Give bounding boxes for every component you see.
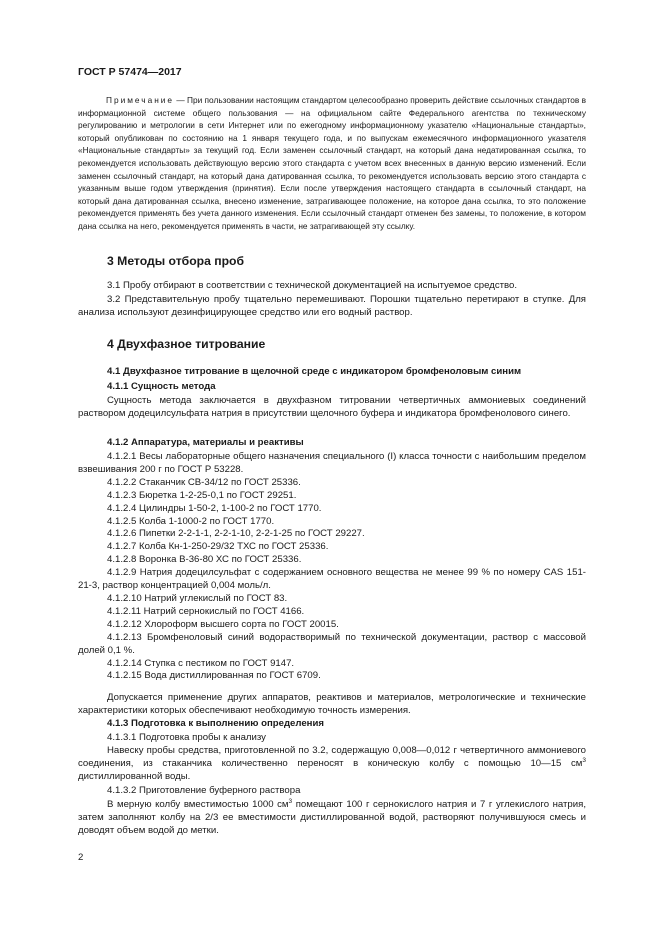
- standard-code: ГОСТ Р 57474—2017: [78, 66, 182, 78]
- allowance-text: Допускается применение других аппаратов, реактивов и материалов, метрологические и технические характеристики которых обеспечивают необходимую точность измерения.: [78, 692, 586, 716]
- note-text: — При пользовании настоящим стандартом целесообразно проверить действие ссылочных стандартов в информационной системе общего пользования — на официальном сайте Федерального агентства по техническому регулированию и метрологии в сети Интернет или по ежегодному информационному указателю «Национальные стандарты», который опубликован по состоянию на 1 января текущего года, и по выпускам ежемесячного информационного указателя «Национальные стандарты» за текущий год. Если заменен ссылочный стандарт, на который дана недатированная ссылка, то рекомендуется использовать действующую версию этого стандарта с учетом всех внесенных в данную версию изменений. Если заменен ссылочный стандарт, на который дана датированная ссылка, то рекомендуется использовать версию этого стандарта с указанным выше годом утверждения (принятия). Если после утверждения настоящего стандарта в ссылочный стандарт, на который дана датированная ссылка, внесено изменение, затрагивающее положение, на которое дана ссылка, то это положение рекомендуется применять без учета данного изменения. Если ссылочный стандарт отменен без замены, то положение, в котором дана ссылка на него, рекомендуется применять в части, не затрагивающей эту ссылку.: [78, 95, 586, 231]
- subsection-4-1-3-2-title: 4.1.3.2 Приготовление буферного раствора: [107, 785, 301, 796]
- unit-superscript: 3: [288, 797, 293, 805]
- equipment-item: 4.1.2.4 Цилиндры 1-50-2, 1-100-2 по ГОСТ 1770.: [107, 502, 322, 514]
- equipment-item: 4.1.2.7 Колба Кн-1-250-29/32 ТХС по ГОСТ 25336.: [107, 541, 329, 553]
- para-3-1: 3.1 Пробу отбирают в соответствии с технической документацией на испытуемое средство.: [107, 280, 518, 291]
- subsection-4-1-1-title: 4.1.1 Сущность метода: [107, 381, 216, 392]
- buffer-prep-text: [78, 799, 586, 837]
- unit-superscript: 3: [582, 756, 586, 764]
- section-3-title: 3 Методы отбора проб: [107, 254, 245, 268]
- equipment-list: [78, 451, 586, 683]
- equipment-item: 4.1.2.8 Воронка В-36-80 ХС по ГОСТ 25336.: [107, 554, 302, 566]
- section-4-title: 4 Двухфазное титрование: [107, 337, 266, 351]
- equipment-item: 4.1.2.6 Пипетки 2-2-1-1, 2-2-1-10, 2-2-1-25 по ГОСТ 29227.: [107, 528, 365, 540]
- equipment-item: 4.1.2.1 Весы лабораторные общего назначения специального (I) класса точности с наибольшим пределом взвешивания 200 г по ГОСТ Р 53228.: [78, 451, 586, 475]
- note-lead: Примечание: [106, 95, 175, 105]
- equipment-item: 4.1.2.9 Натрия додецилсульфат с содержанием основного вещества не менее 99 % по номеру CAS 151-21-3, раствор концентрацией 0,004 моль/л.: [78, 567, 586, 592]
- equipment-item: 4.1.2.5 Колба 1-1000-2 по ГОСТ 1770.: [107, 515, 275, 527]
- page-number: 2: [78, 852, 84, 863]
- sample-prep-text: [78, 745, 586, 783]
- subsection-4-1-title: 4.1 Двухфазное титрование в щелочной среде с индикатором бромфеноловым синим: [107, 366, 522, 377]
- sample-prep-text-a: Навеску пробы средства, приготовленной по 3.2, содержащую 0,008—0,012 г четвертичного аммониевого соединения, из стаканчика количественно переносят в коническую колбу с помощью 10—15 см: [78, 745, 586, 769]
- para-3-2: 3.2 Представительную пробу тщательно перемешивают. Порошки тщательно перетирают в ступке. Для анализа используют дезинфицирующее средство или его водный раствор.: [78, 294, 586, 318]
- equipment-item: 4.1.2.12 Хлороформ высшего сорта по ГОСТ 20015.: [107, 618, 339, 630]
- equipment-item: 4.1.2.10 Натрий углекислый по ГОСТ 83.: [107, 592, 288, 604]
- equipment-item: 4.1.2.2 Стаканчик СВ-34/12 по ГОСТ 25336.: [107, 476, 301, 488]
- equipment-item: 4.1.2.15 Вода дистиллированная по ГОСТ 6709.: [107, 670, 321, 682]
- equipment-item: 4.1.2.11 Натрий сернокислый по ГОСТ 4166.: [107, 605, 305, 617]
- subsection-4-1-2-title: 4.1.2 Аппаратура, материалы и реактивы: [107, 437, 304, 448]
- buffer-prep-text-a: В мерную колбу вместимостью 1000 см: [107, 799, 289, 810]
- sample-prep-text-b: дистиллированной воды.: [78, 770, 191, 782]
- equipment-item: 4.1.2.13 Бромфеноловый синий водорастворимый по технической документации, раствор с массовой долей 0,1 %.: [78, 631, 586, 656]
- buffer-prep-text-b: помещают 100 г сернокислого натрия и 7 г углекислого натрия, затем заполняют колбу на 2/3 ее вместимости дистиллированной водой, растворяют получившуюся смесь и доводят объем водой до метки.: [78, 799, 586, 836]
- subsection-4-1-3-1-title: 4.1.3.1 Подготовка пробы к анализу: [107, 732, 266, 743]
- equipment-item: 4.1.2.14 Ступка с пестиком по ГОСТ 9147.: [107, 657, 295, 669]
- reference-note: [78, 94, 586, 233]
- equipment-item: 4.1.2.3 Бюретка 1-2-25-0,1 по ГОСТ 29251.: [107, 489, 297, 501]
- subsection-4-1-3-title: 4.1.3 Подготовка к выполнению определения: [107, 718, 324, 729]
- method-essence-text: Сущность метода заключается в двухфазном титровании четвертичных аммониевых соединений раствором додецилсульфата натрия в присутствии щелочного буфера и индикатора бромфенолового синего.: [78, 395, 586, 419]
